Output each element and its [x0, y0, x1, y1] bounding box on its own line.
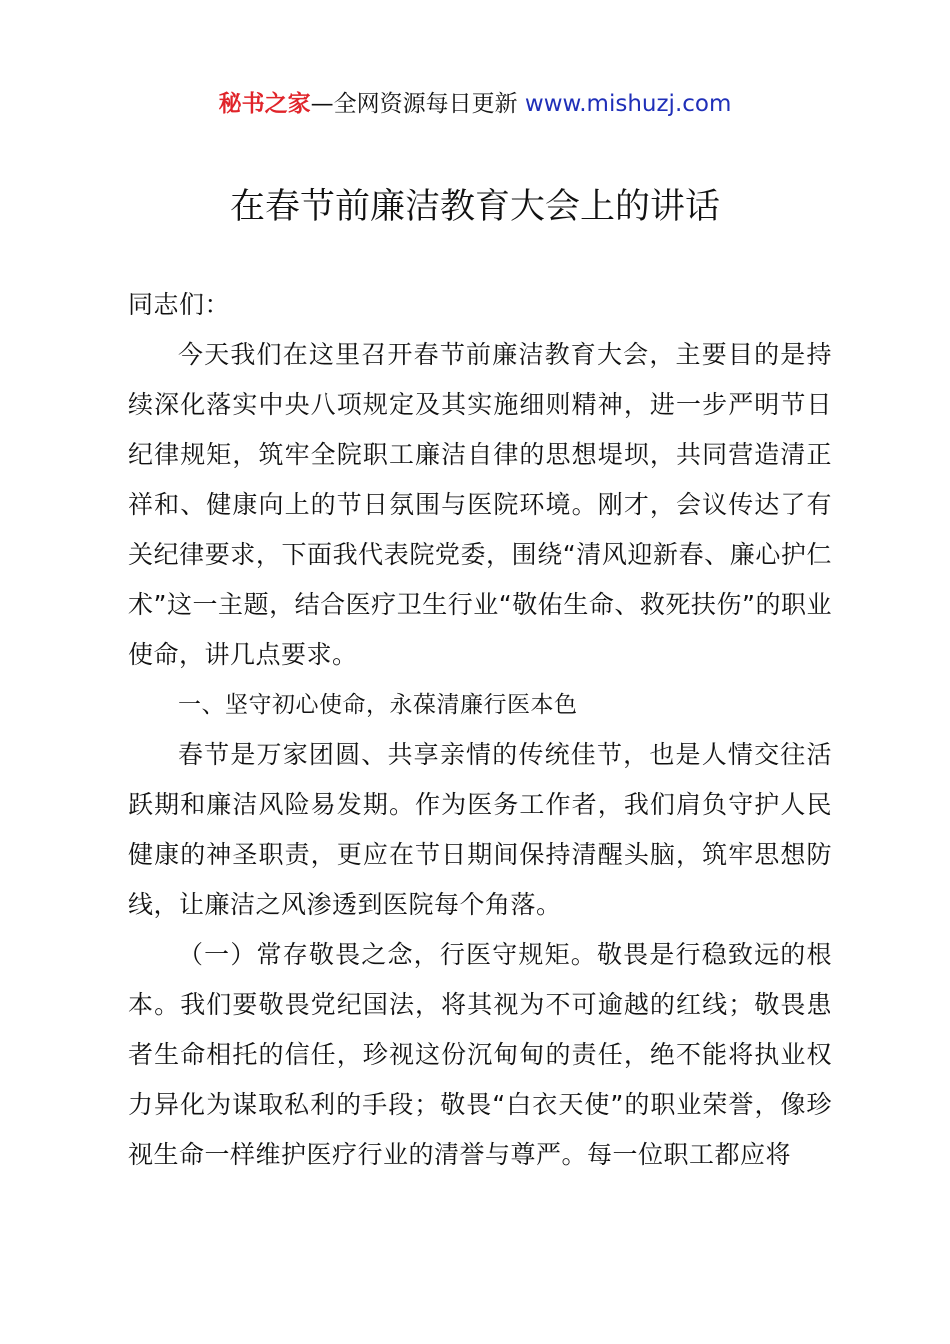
salutation: 同志们：: [128, 290, 231, 319]
site-brand: 秘书之家: [218, 91, 311, 117]
section-heading-1: 一、坚守初心使命，永葆清廉行医本色: [178, 692, 578, 718]
paragraph-intro: 今天我们在这里召开春节前廉洁教育大会，主要目的是持续深化落实中央八项规定及其实施细则精神，进一步严明节日纪律规矩，筑牢全院职工廉洁自律的思想堤坝，共同营造清正祥和、健康向上的节日氛围与医院环境。刚才，会议传达了有关纪律要求，下面我代表院党委，围绕“清风迎新春、廉心护仁术”这一主题，结合医疗卫生行业“敬佑生命、救死扶伤”的职业使命，讲几点要求。: [128, 340, 832, 669]
site-url-link[interactable]: www.mishuzj.com: [524, 91, 732, 117]
paragraph-section-1: 春节是万家团圆、共享亲情的传统佳节，也是人情交往活跃期和廉洁风险易发期。作为医务工作者，我们肩负守护人民健康的神圣职责，更应在节日期间保持清醒头脑，筑牢思想防线，让廉洁之风渗透到医院每个角落。: [128, 740, 832, 919]
paragraph-subsection-1: （一）常存敬畏之念，行医守规矩。敬畏是行稳致远的根本。我们要敬畏党纪国法，将其视为不可逾越的红线；敬畏患者生命相托的信任，珍视这份沉甸甸的责任，绝不能将执业权力异化为谋取私利的手段；敬畏“白衣天使”的职业荣誉，像珍视生命一样维护医疗行业的清誉与尊严。每一位职工都应将: [128, 940, 832, 1169]
document-body: [128, 280, 832, 1180]
site-header: [0, 86, 950, 122]
site-slogan: —全网资源每日更新: [310, 91, 518, 117]
document-title: 在春节前廉洁教育大会上的讲话: [229, 187, 720, 227]
